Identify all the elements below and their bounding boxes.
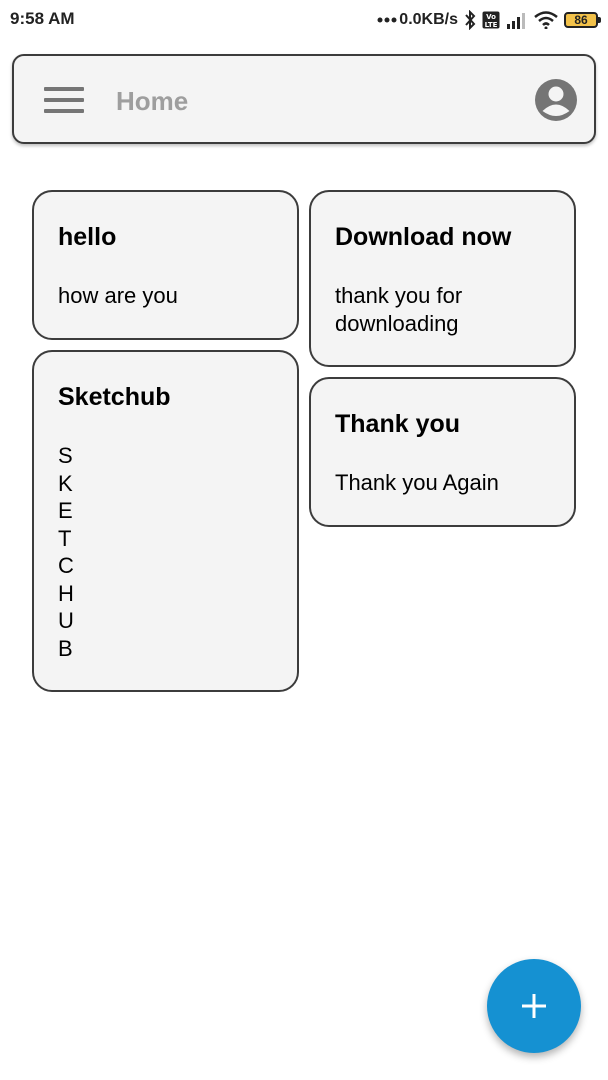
plus-icon [520,992,548,1020]
note-title: Sketchub [58,383,171,411]
note-card[interactable] [309,190,576,367]
note-card[interactable] [309,377,576,527]
note-body: how are you [58,283,178,308]
note-card[interactable] [32,190,299,340]
note-body: thank you for downloading [335,283,463,336]
note-title: Thank you [335,410,461,438]
more-dots-icon [377,17,397,23]
svg-text:LTE: LTE [484,21,498,29]
hamburger-menu-icon[interactable] [44,87,84,113]
network-speed: 0.0KB/s [399,11,458,28]
wifi-icon [534,11,558,29]
status-time: 9:58 AM [10,9,75,28]
signal-icon [506,11,528,29]
account-circle-icon[interactable] [534,78,578,122]
note-body: S K E T C H U B [58,443,74,661]
bluetooth-icon [464,10,476,30]
note-title: hello [58,223,117,251]
add-note-button[interactable] [487,959,581,1053]
note-card[interactable] [32,350,299,692]
app-bar [12,54,596,144]
battery-icon: 86 [564,12,598,28]
svg-text:Vo: Vo [486,13,496,21]
volte-icon [482,11,500,29]
status-bar [0,0,608,40]
note-title: Download now [335,223,512,251]
page-title: Home [116,86,189,116]
note-body: Thank you Again [335,470,499,495]
status-icons [377,8,598,32]
